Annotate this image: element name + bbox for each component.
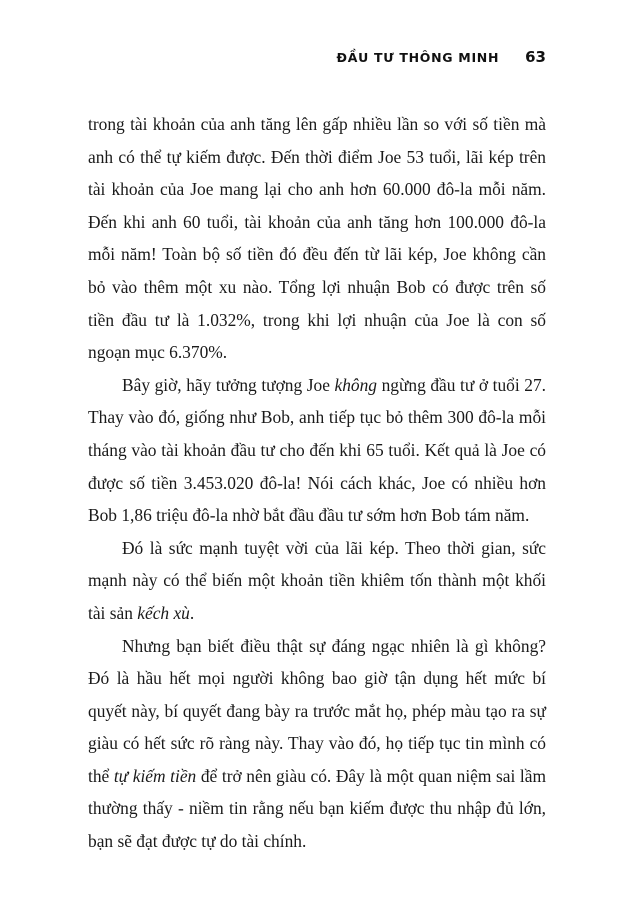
- text-run: ngừng đầu tư ở tuổi 27. Thay vào đó, giống như Bob, anh tiếp tục bỏ thêm 300 đô-la mỗi tháng vào tài khoản đầu tư cho đến khi 65 tuổi. Kết quả là Joe có được số tiền 3.453.020 đô-la! Nói cách khác, Joe có nhiều hơn Bob 1,86 triệu đô-la nhờ bắt đầu đầu tư sớm hơn Bob tám năm.: [88, 374, 546, 526]
- emphasis-text: không: [334, 374, 378, 395]
- text-run: để trở nên giàu có. Đây là một quan niệm sai lầm thường thấy - niềm tin rằng nếu bạn kiếm được thu nhập đủ lớn, bạn sẽ đạt được tự do tài chính.: [88, 765, 546, 852]
- paragraph: [88, 532, 546, 630]
- emphasis-text: kếch xù: [137, 602, 190, 623]
- paragraph: [88, 108, 546, 369]
- text-run: .: [189, 602, 195, 623]
- page-header: [88, 48, 546, 66]
- paragraph: [88, 369, 546, 532]
- page-number: 63: [525, 48, 546, 66]
- paragraph: [88, 630, 546, 858]
- text-run: Bây giờ, hãy tưởng tượng Joe: [122, 374, 335, 395]
- body-text: [88, 108, 546, 858]
- text-run: trong tài khoản của anh tăng lên gấp nhiều lần so với số tiền mà anh có thể tự kiếm được. Đến thời điểm Joe 53 tuổi, lãi kép trên tài khoản của Joe mang lại cho anh hơn 60.000 đô-la mỗi năm. Đến khi anh 60 tuổi, tài khoản của anh tăng hơn 100.000 đô-la mỗi năm! Toàn bộ số tiền đó đều đến từ lãi kép, Joe không cần bỏ vào thêm một xu nào. Tổng lợi nhuận Bob có được trên số tiền đầu tư là 1.032%, trong khi lợi nhuận của Joe là con số ngoạn mục 6.370%.: [88, 114, 546, 363]
- text-run: Nhưng bạn biết điều thật sự đáng ngạc nhiên là gì không? Đó là hầu hết mọi người không bao giờ tận dụng hết mức bí quyết này, bí quyết đang bày ra trước mắt họ, phép màu tạo ra sự giàu có hết sức rõ ràng này. Thay vào đó, họ tiếp tục tin mình có thể: [88, 635, 546, 786]
- emphasis-text: tự kiếm tiền: [113, 765, 197, 786]
- running-title: ĐẦU TƯ THÔNG MINH: [336, 50, 500, 65]
- text-run: Đó là sức mạnh tuyệt vời của lãi kép. Theo thời gian, sức mạnh này có thể biến một khoản tiền khiêm tốn thành một khối tài sản: [88, 537, 546, 623]
